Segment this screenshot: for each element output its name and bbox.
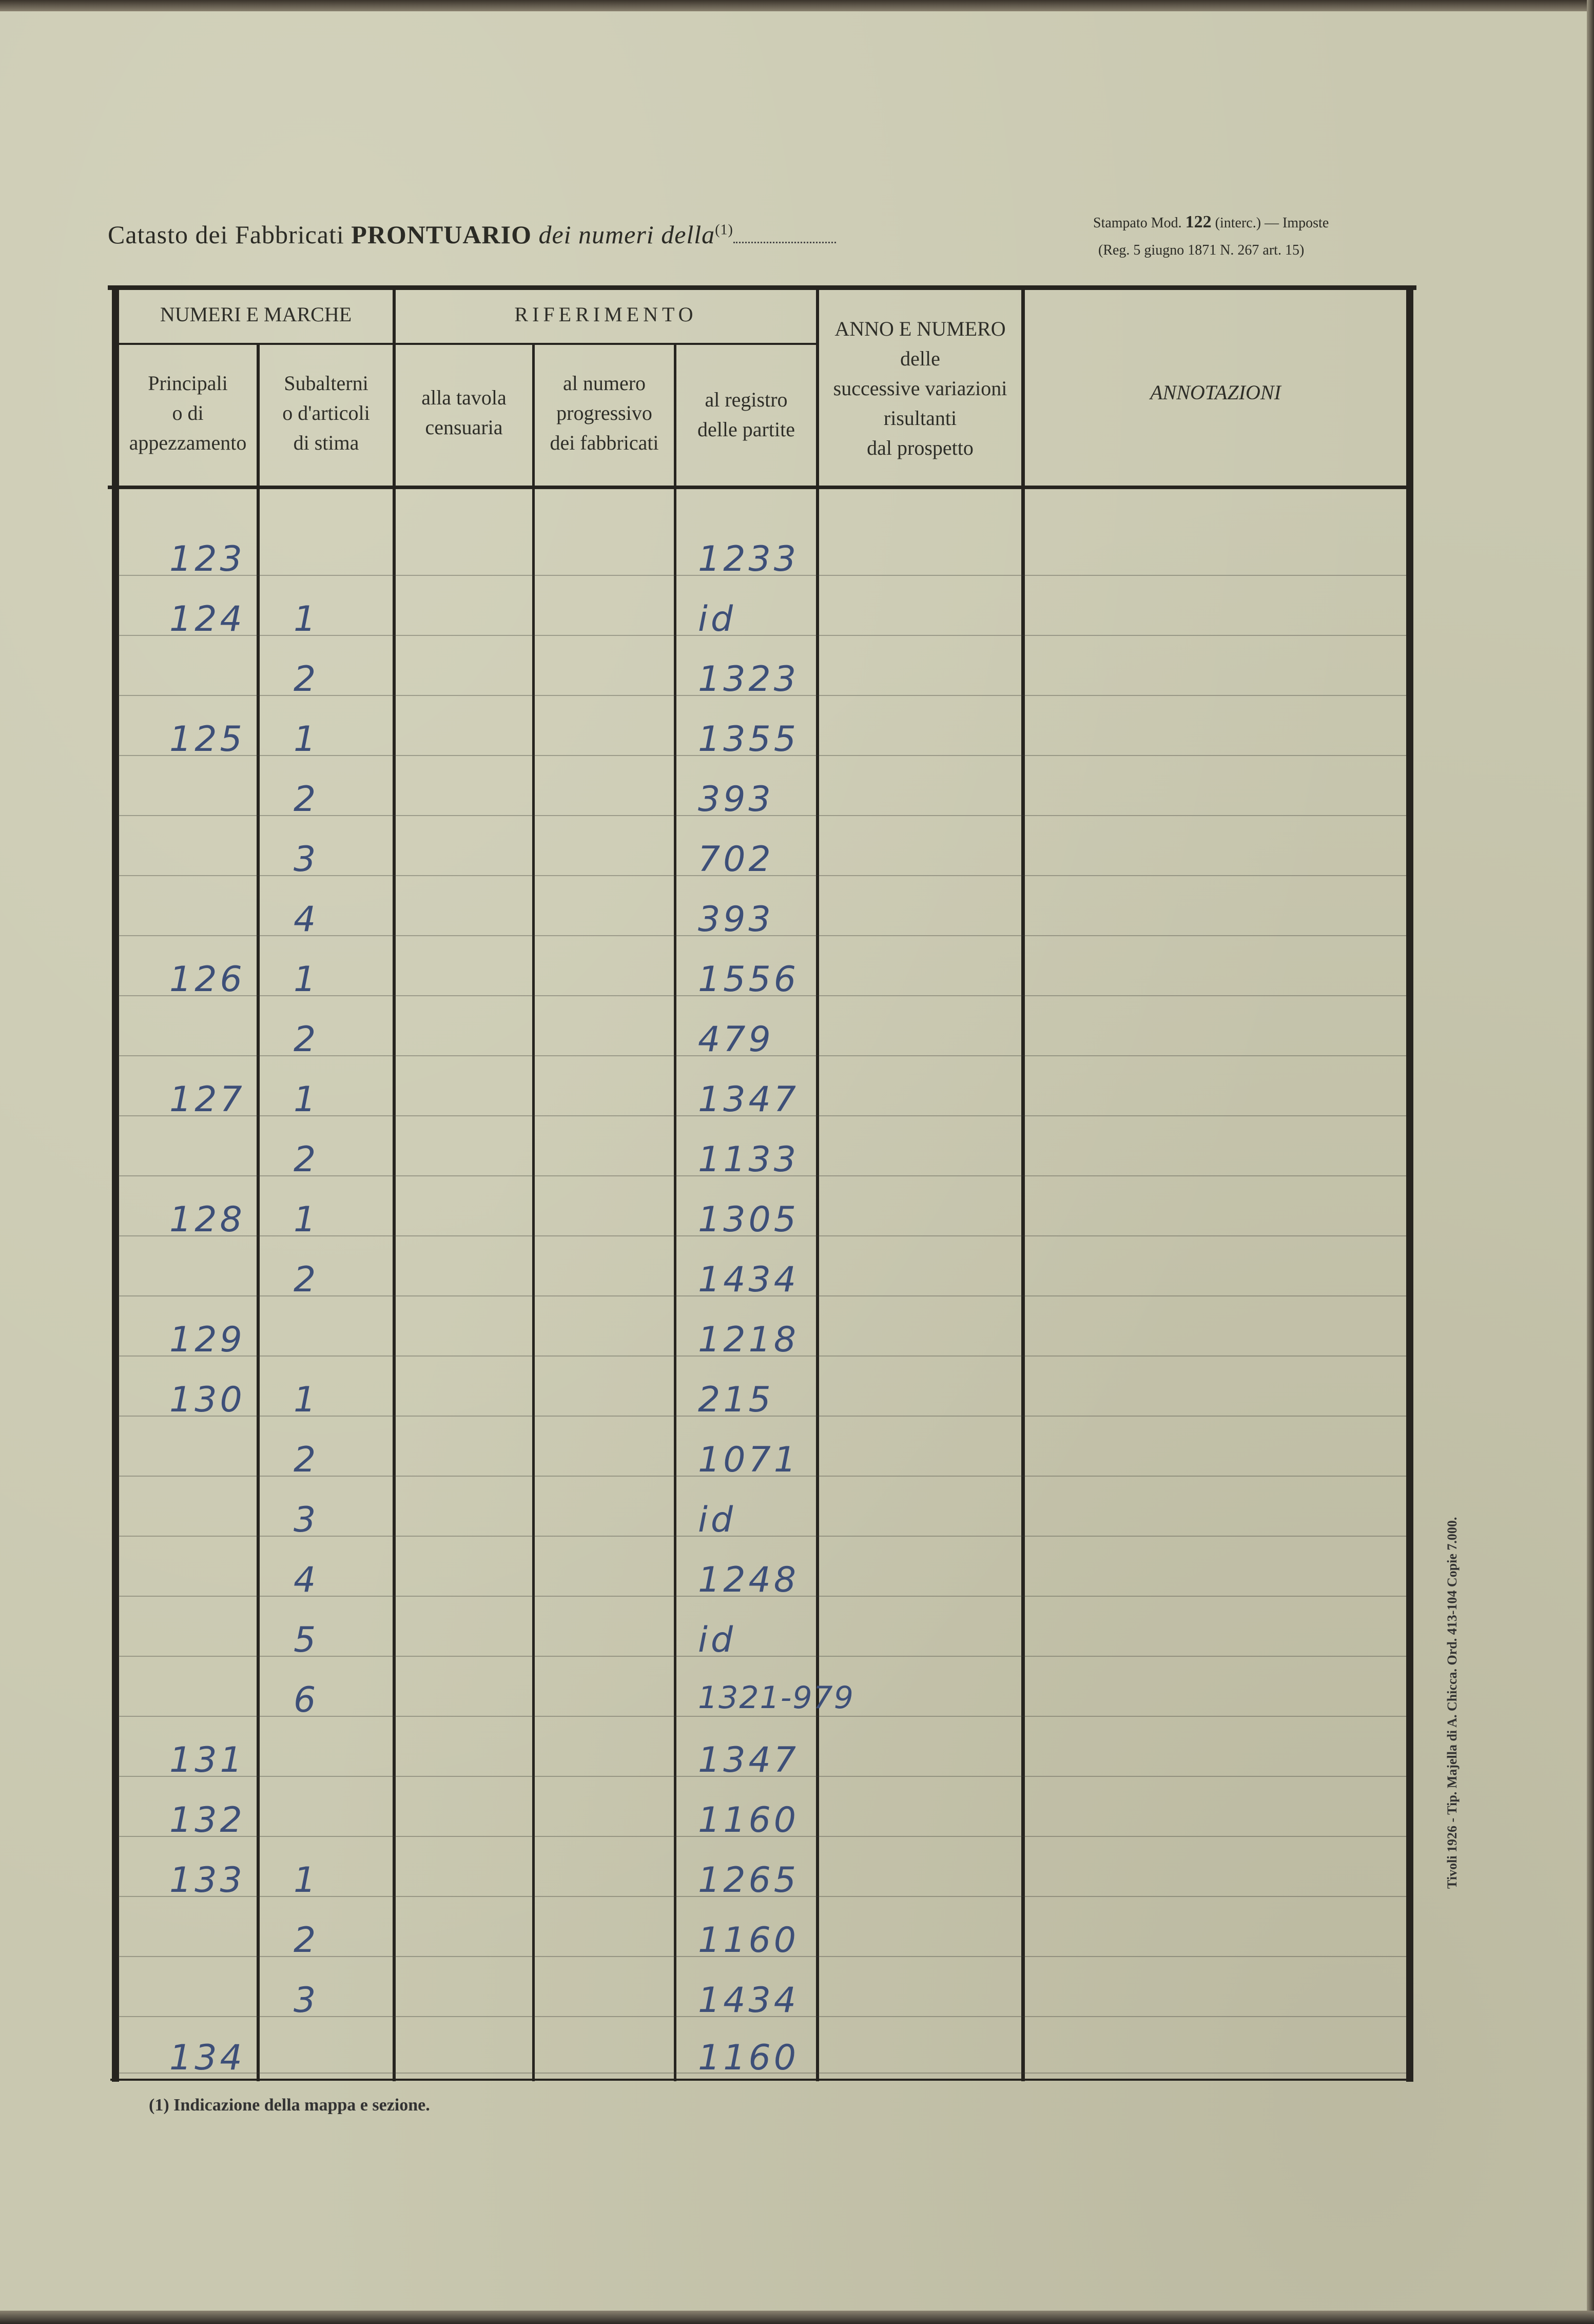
subalterno-cell: 1 [294, 1079, 319, 1120]
principale-cell: 134 [169, 2038, 245, 2078]
paper-bottom-edge [0, 2311, 1594, 2324]
registro-cell: 702 [698, 839, 774, 880]
col-divider-6 [1021, 287, 1025, 2081]
stamp-line-1 [1093, 212, 1329, 232]
header-annotazioni: ANNOTAZIONI [1150, 381, 1281, 404]
paper-top-edge [0, 0, 1594, 11]
table-left-border [112, 285, 119, 2082]
registro-cell: 1160 [698, 2038, 800, 2078]
registro-cell: 1248 [698, 1560, 800, 1600]
header-text-line: appezzamento [129, 431, 247, 454]
registro-cell: 215 [698, 1380, 774, 1420]
registro-cell: 1265 [698, 1860, 800, 1901]
principale-cell: 128 [169, 1199, 245, 1240]
table-bottom-rule [110, 2079, 1411, 2081]
subalterno-cell: 2 [294, 1019, 319, 1060]
title-footnote-mark: (1) [715, 222, 733, 238]
col-divider-5 [816, 287, 819, 2081]
header-text-line: Subalterni [284, 372, 368, 395]
principale-cell: 126 [169, 959, 245, 1000]
header-al-registro [676, 385, 816, 444]
col-divider-1 [257, 344, 260, 2081]
header-text-line: dal prospetto [867, 436, 974, 459]
header-alla-tavola [396, 383, 532, 442]
subalterno-cell: 1 [294, 1199, 319, 1240]
registro-cell: 479 [698, 1019, 774, 1060]
registro-cell: 1323 [698, 659, 800, 700]
header-text-line: dei fabbricati [550, 431, 659, 454]
principale-cell: 130 [169, 1380, 245, 1420]
principale-cell: 123 [169, 539, 245, 579]
registro-cell: 1133 [698, 1139, 800, 1180]
subalterno-cell: 1 [294, 1380, 319, 1420]
footnote: (1) Indicazione della mappa e sezione. [149, 2096, 430, 2115]
registro-cell: 1233 [698, 539, 800, 579]
registro-cell: id [698, 1620, 736, 1660]
header-text-line: al numero [562, 372, 646, 395]
header-al-numero [535, 369, 674, 458]
header-text-line: alla tavola [421, 386, 507, 409]
header-riferimento: RIFERIMENTO [514, 303, 697, 326]
subalterno-cell: 2 [294, 1440, 319, 1480]
header-text-line: al registro [705, 388, 788, 411]
subalterno-cell: 3 [294, 1980, 319, 2021]
principale-cell: 131 [169, 1740, 245, 1780]
stamp-suffix: (interc.) — Imposte [1215, 215, 1329, 231]
header-text-line: successive variazioni [833, 377, 1007, 400]
registro-cell: 1355 [698, 719, 800, 760]
header-text-line: o di [172, 401, 204, 424]
principale-cell: 132 [169, 1800, 245, 1841]
title-prefix: Catasto dei Fabbricati [108, 220, 344, 249]
table-top-rule [108, 285, 1416, 290]
registro-cell: 1218 [698, 1320, 800, 1360]
col-divider-3 [532, 344, 535, 2081]
registro-cell: id [698, 1500, 736, 1540]
subalterno-cell: 3 [294, 1500, 319, 1540]
registro-cell: 1556 [698, 959, 800, 1000]
registro-cell: 1305 [698, 1199, 800, 1240]
registro-cell: 1434 [698, 1260, 800, 1300]
subalterno-cell: 6 [294, 1680, 319, 1720]
subalterno-cell: 2 [294, 1920, 319, 1961]
registro-cell: 1321-979 [698, 1680, 854, 1716]
registro-cell: 393 [698, 779, 774, 820]
registro-cell: 1347 [698, 1079, 800, 1120]
principale-cell: 129 [169, 1320, 245, 1360]
col-divider-4 [674, 344, 676, 2081]
header-text-line: Principali [148, 372, 228, 395]
registro-cell: 1347 [698, 1740, 800, 1780]
header-text-line: delle [900, 347, 940, 370]
header-numeri-e-marche: NUMERI E MARCHE [160, 303, 352, 326]
paper-right-edge [1587, 0, 1594, 2324]
col-divider-2 [393, 287, 396, 2081]
subalterno-cell: 1 [294, 1860, 319, 1901]
title-bold: PRONTUARIO [351, 220, 532, 249]
title-fill-line [733, 227, 836, 243]
header-text-line: di stima [293, 431, 359, 454]
subalterno-cell: 2 [294, 779, 319, 820]
header-text-line: o d'articoli [282, 401, 370, 424]
printer-imprint: Tivoli 1926 - Tip. Majella di A. Chicca. Ord. 413-104 Copie 7.000. [1445, 1517, 1460, 1889]
principale-cell: 133 [169, 1860, 245, 1901]
registro-cell: 1071 [698, 1440, 800, 1480]
numeri-subheader-rule [119, 343, 393, 345]
subalterno-cell: 1 [294, 719, 319, 760]
subalterno-cell: 2 [294, 1139, 319, 1180]
stamp-prefix: Stampato Mod. [1093, 215, 1182, 231]
principale-cell: 125 [169, 719, 245, 760]
registro-cell: id [698, 599, 736, 640]
stamp-line-2: (Reg. 5 giugno 1871 N. 267 art. 15) [1098, 242, 1305, 258]
registro-cell: 393 [698, 899, 774, 940]
header-text-line: ANNO E NUMERO [834, 317, 1006, 340]
table-right-border [1406, 285, 1413, 2082]
subalterno-cell: 2 [294, 659, 319, 700]
header-subalterni [260, 369, 393, 458]
registro-cell: 1160 [698, 1920, 800, 1961]
header-anno-e-numero [819, 314, 1021, 463]
subalterno-cell: 1 [294, 599, 319, 640]
subalterno-cell: 5 [294, 1620, 319, 1660]
header-bottom-rule [108, 486, 1406, 489]
subalterno-cell: 1 [294, 959, 319, 1000]
header-text-line: censuaria [425, 416, 503, 439]
header-text-line: progressivo [556, 401, 652, 424]
registro-cell: 1160 [698, 1800, 800, 1841]
registro-cell: 1434 [698, 1980, 800, 2021]
page-title [108, 220, 836, 249]
header-principali [119, 369, 257, 458]
riferimento-subheader-rule [396, 343, 816, 345]
principale-cell: 127 [169, 1079, 245, 1120]
subalterno-cell: 4 [294, 899, 319, 940]
title-italic: dei numeri della [538, 220, 715, 249]
subalterno-cell: 4 [294, 1560, 319, 1600]
principale-cell: 124 [169, 599, 245, 640]
header-text-line: delle partite [697, 418, 795, 441]
header-text-line: risultanti [883, 406, 957, 430]
subalterno-cell: 2 [294, 1260, 319, 1300]
subalterno-cell: 3 [294, 839, 319, 880]
stamp-model-number: 122 [1185, 212, 1212, 231]
